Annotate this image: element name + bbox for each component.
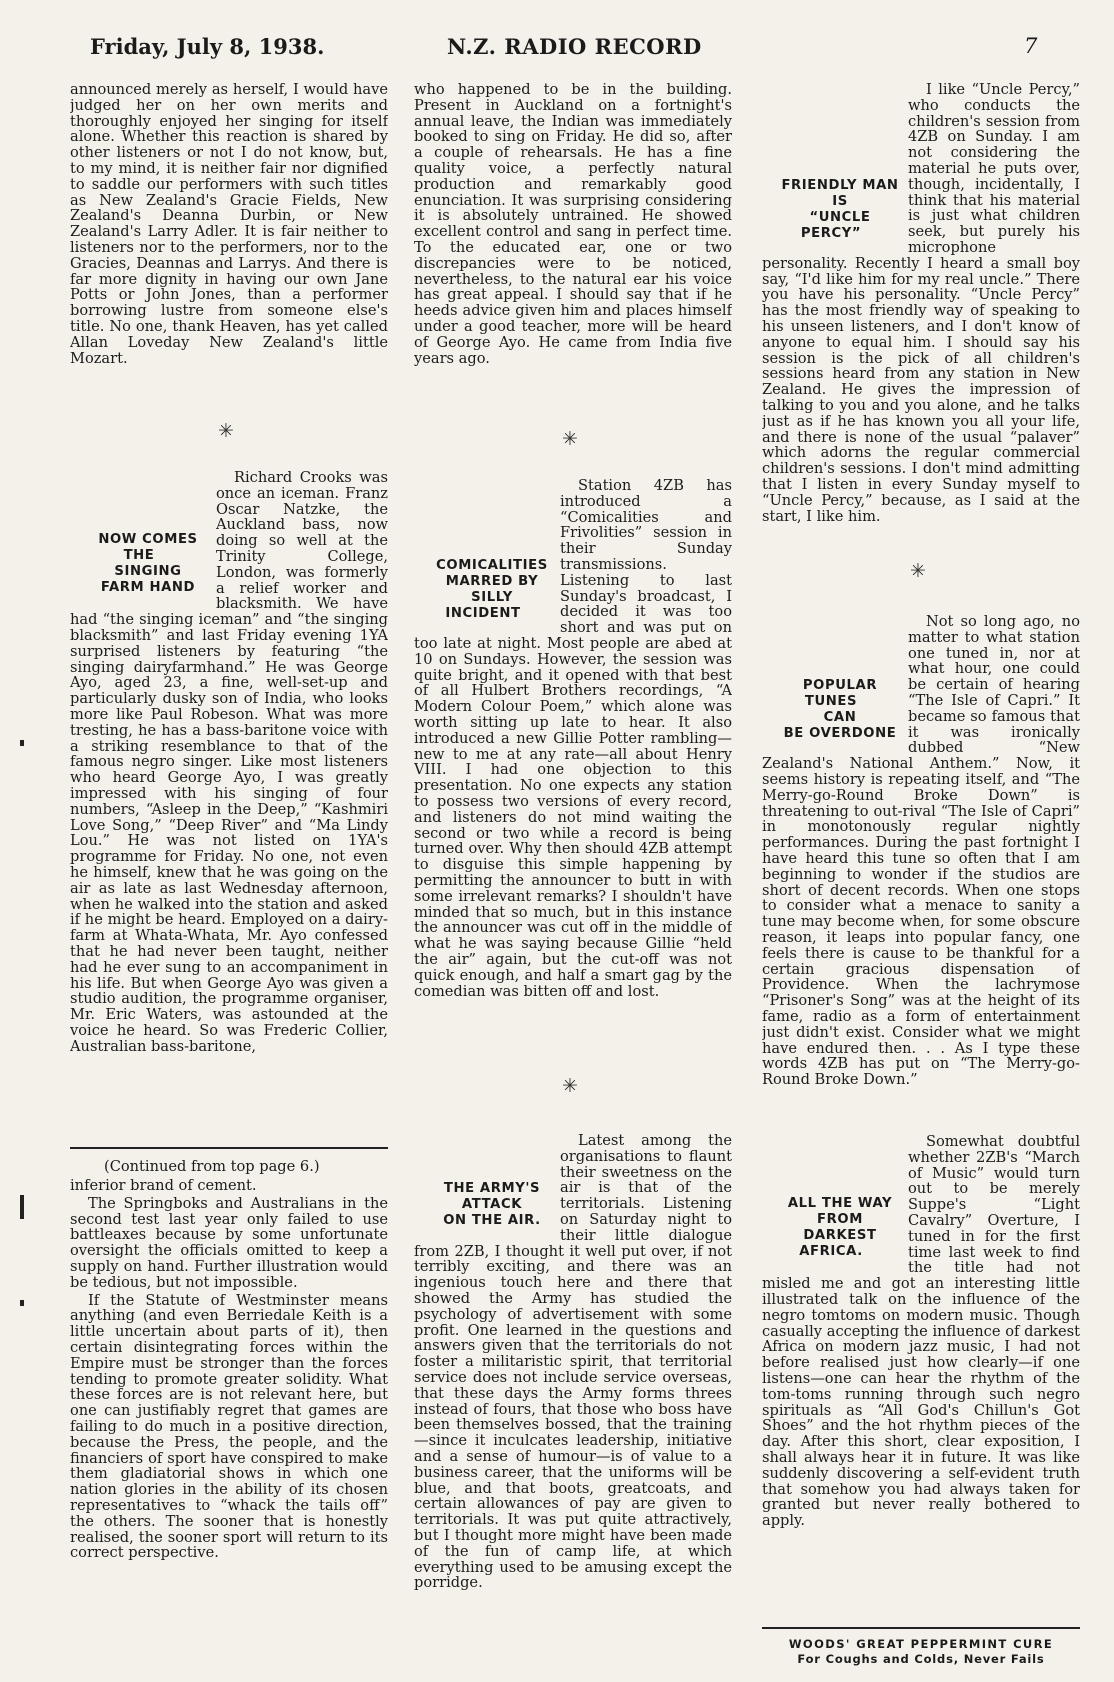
advert-rule <box>762 1627 1080 1629</box>
section-divider-star: ✳ <box>910 560 926 582</box>
column-3-popular-tunes-article <box>762 614 1080 1102</box>
column-3-africa-article <box>762 1134 1080 1622</box>
paragraph: Latest among the organisations to flaunt their sweetness on the air is that of the territorials. Listening on Saturday night to their little dialogue from 2ZB, I thought it well put over, if not terribly exciting, and there was an ingenious touch here and there that showed the Army has studied the psychology of advertisement with some profit. One learned in the questions and answers given that the territorials do not foster a militaristic spirit, that territorial service does not include service overseas, that these days the Army forms threes instead of fours, that those who boss have been themselves bossed, that the training—since it inculcates leadership, initiative and a sense of humour—is of value to a business career, that the uniforms will be blue, and that boots, greatcoats, and certain allowances of pay are given to territorials. It was put quite attractively, but I thought more might have been made of the fun of camp life, at which everything used to be amusing except the porridge. <box>414 1133 732 1592</box>
masthead-title: N.Z. RADIO RECORD <box>447 34 702 59</box>
subheading-popular-tunes: POPULAR TUNES CAN BE OVERDONE <box>783 678 897 741</box>
section-divider-star: ✳ <box>562 1075 578 1097</box>
margin-mark <box>20 740 24 746</box>
subheading-comicalities: COMICALITIES MARRED BY SILLY INCIDENT <box>436 558 548 621</box>
column-1-sport-article <box>70 1178 388 1650</box>
column-3-uncle-percy-article <box>762 82 1080 552</box>
section-rule <box>70 1147 388 1149</box>
paragraph: Somewhat doubtful whether 2ZB's “March of Music” would turn out to be merely Suppe's “Light Cavalry” Overture, I tuned in for the first time last week to find the title had not misled me and got an interesting little illustrated talk on the influence of the negro tomtoms on modern music. Though casually accepting the influence of darkest Africa on modern jazz music, I had not before realised just how clearly—if one listens—one can hear the rhythm of the tom-toms running through such negro spirituals as “All God's Chillun's Got Shoes” and the hot rhythm pieces of the day. After this short, clear exposition, I shall always hear it in future. It was like suddenly discovering a self-evident truth that somehow you had always taken for granted but never really bothered to apply. <box>762 1134 1080 1530</box>
section-divider-star: ✳ <box>218 420 234 442</box>
margin-mark <box>20 1300 24 1306</box>
column-2-comicalities-article <box>414 478 732 1078</box>
issue-date: Friday, July 8, 1938. <box>90 34 325 59</box>
column-2-ayo-article <box>414 82 732 418</box>
paragraph: inferior brand of cement. <box>70 1178 257 1194</box>
advert-headline: WOODS' GREAT PEPPERMINT CURE <box>788 1637 1054 1651</box>
continued-note: (Continued from top page 6.) <box>104 1158 320 1175</box>
paragraph: Richard Crooks was once an iceman. Franz Oscar Natzke, the Auckland bass, now doing so well at the Trinity College, London, was formerly a relief worker and blacksmith. We have had “the singing iceman” and “the singing blacksmith” and last Friday evening 1YA surprised listeners by featuring “the singing dairyfarmhand.” He was George Ayo, aged 23, a fine, well-set-up and particularly dusky son of India, who looks more like Paul Robeson. What was more tresting, he has a bass-baritone voice with a striking resemblance to that of the famous negro singer. Like most listeners who heard George Ayo, I was greatly impressed with his singing of four numbers, “Asleep in the Deep,” “Kashmiri Love Song,” “Deep River” and “Ma Lindy Lou.” He was not listed on 1YA's programme for Friday. No one, not even he himself, knew that he was going on the air as late as last Wednesday afternoon, when he walked into the station and asked if he might be heard. Employed on a dairy-farm at Whata-Whata, Mr. Ayo confessed that he had never been taught, neither had he ever sung to an accompaniment in his life. But when George Ayo was given a studio audition, the programme organiser, Mr. Eric Waters, was astounded at the voice he heard. So was Frederic Collier, Australian bass-baritone, <box>70 470 388 1055</box>
paragraph: Station 4ZB has introduced a “Comicalities and Frivolities” session in their Sunday transmissions. Listening to last Sunday's broadcast, I decided it was too short and was put on too late at night. Most people are abed at 10 on Sundays. However, the session was quite bright, and it opened with that best of all Hulbert Brothers recordings, “A Modern Colour Poem,” which alone was worth sitting up late to hear. It also introduced a new Gillie Potter rambling—new to me at any rate—all about Henry VIII. I had one objection to this presentation. No one expects any station to possess two versions of every record, and listeners do not mind waiting the second or two while a record is being turned over. Why then should 4ZB attempt to disguise this simple happening by permitting the announcer to butt in with some irrelevant remarks? I shouldn't have minded that so much, but in this instance the announcer was cut off in the middle of what he was saying because Gillie “held the air” again, but the cut-off was not quick enough, and half a smart gag by the comedian was bitten off and lost. <box>414 478 732 1000</box>
paragraph: announced merely as herself, I would have judged her on her own merits and thoroughly enjoyed her singing for itself alone. Whether this reaction is shared by other listeners or not I do not know, but, to my mind, it is neither fair nor dignified to saddle our performers with such titles as New Zealand's Gracie Fields, New Zealand's Deanna Durbin, or New Zealand's Larry Adler. It is fair neither to listeners nor to the performers, nor to the Gracies, Deannas and Larrys. And there is far more dignity in having our own Jane Potts or John Jones, than a performer borrowing lustre from someone else's title. No one, thank Heaven, has yet called Allan Loveday New Zealand's little Mozart. <box>70 82 388 367</box>
subheading-darkest-africa: ALL THE WAY FROM DARKEST AFRICA. <box>787 1196 893 1259</box>
column-1-top-article <box>70 82 388 400</box>
paragraph: If the Statute of Westminster means anything (and even Berriedale Keith is a little uncertain about parts of it), then certain disintegrating forces within the Empire must be stronger than the forces tending to promote greater solidity. What these forces are is not relevant here, but one can justifiably regret that games are failing to do much in a positive direction, because the Press, the people, and the financiers of sport have conspired to make them gladiatorial shows in which one nation glories in the ability of its chosen representatives to “whack the tails off” the others. The sooner that is honestly realised, the sooner sport will return to its correct perspective. <box>70 1291 388 1562</box>
advert-tagline: For Coughs and Colds, Never Fails <box>797 1652 1045 1666</box>
paragraph: Not so long ago, no matter to what station one tuned in, nor at what hour, one could be certain of hearing “The Isle of Capri.” It became so famous that it was ironically dubbed “New Zealand's National Anthem.” Now, it seems history is repeating itself, and “The Merry-go-Round Broke Down” is threatening to out-rival “The Isle of Capri” in monotonously regular nightly performances. During the past fortnight I have heard this tune so often that I am beginning to wonder if the studios are short of decent records. When one stops to consider what a menace to sanity a tune may become when, for some obscure reason, it leaps into popular fancy, one feels there is cause to be thankful for a certain gracious dispensation of Providence. When the lachrymose “Prisoner's Song” was at the height of its fame, radio as a form of entertainment just didn't exist. Consider what we might have endured then. . . As I type these words 4ZB has put on “The Merry-go-Round Broke Down.” <box>762 614 1080 1089</box>
page-number: 7 <box>1024 34 1038 58</box>
section-divider-star: ✳ <box>562 428 578 450</box>
paragraph: The Springboks and Australians in the second test last year only failed to use battleaxes because by some unfortunate oversight the officials omitted to keep a supply on hand. Further illustration would be tedious, but not impossible. <box>70 1194 388 1291</box>
subheading-army-attack: THE ARMY'S ATTACK ON THE AIR. <box>443 1181 541 1228</box>
column-1-farmhand-article <box>70 470 388 1120</box>
paragraph: I like “Uncle Percy,” who conducts the children's session from 4ZB on Sunday. I am not considering the material he puts over, though, incidentally, I think that his material is just what children seek, but purely his microphone personality. Recently I heard a small boy say, “I'd like him for my real uncle.” There you have his personality. “Uncle Percy” has the most friendly way of speaking to his unseen listeners, and I don't know of anyone to equal him. I should say his session is the pick of all children's sessions heard from any station in New Zealand. He gives the impression of talking to you and you alone, and he talks just as if he has known you all your life, and there is none of the usual “palaver” which adorns the regular commercial children's sessions. I don't mind admitting that I listen in every Sunday myself to “Uncle Percy,” because, as I said at the start, I like him. <box>762 82 1080 525</box>
margin-mark <box>20 1195 24 1219</box>
subheading-uncle-percy: FRIENDLY MAN IS “UNCLE PERCY” <box>781 178 899 241</box>
subheading-singing-farm-hand: NOW COMES THE SINGING FARM HAND <box>98 532 198 595</box>
paragraph: who happened to be in the building. Present in Auckland on a fortnight's annual leave, the Indian was immediately booked to sing on Friday. He did so, after a couple of rehearsals. He has a fine quality voice, a perfectly natural production and remarkably good enunciation. It was surprising considering it is absolutely untrained. He showed excellent control and sang in perfect time. To the educated ear, one or two discrepancies were to be noticed, nevertheless, to the natural ear his voice has great appeal. I should say that if he heeds advice given him and places himself under a good teacher, more will be heard of George Ayo. He came from India five years ago. <box>414 82 732 367</box>
column-2-army-article <box>414 1133 732 1653</box>
